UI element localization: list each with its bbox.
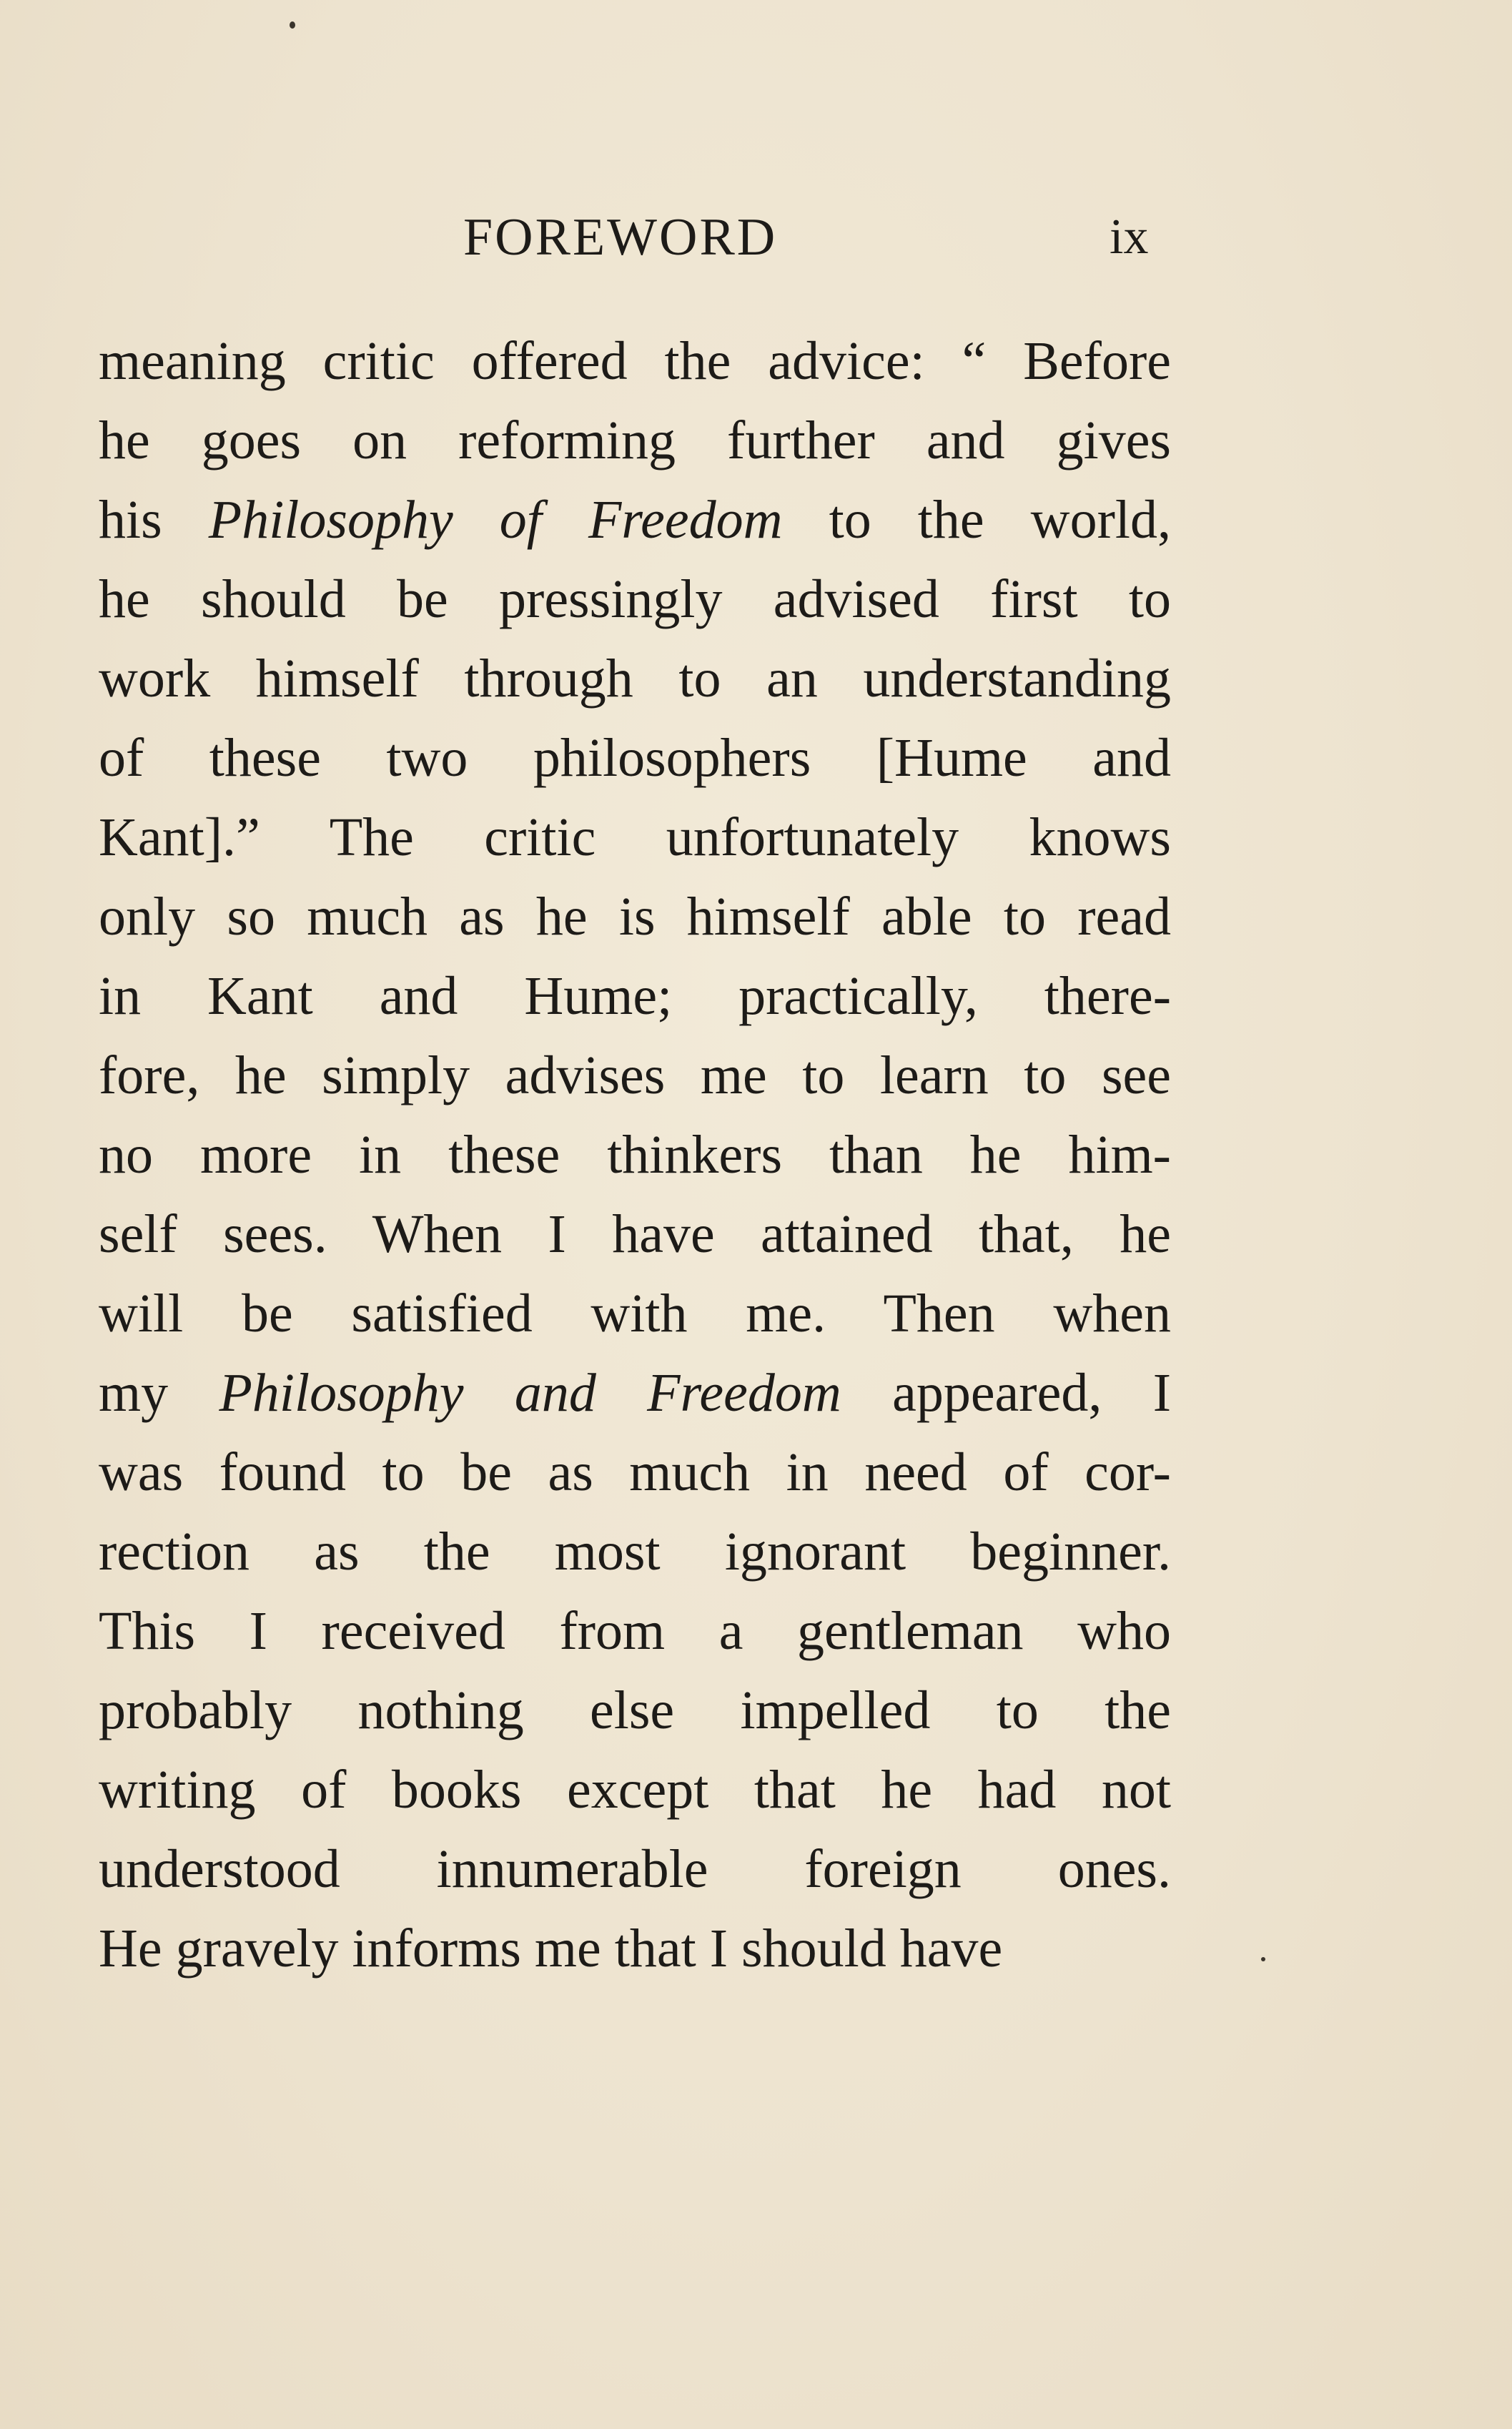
text-line: was found to be as much in need of cor-	[99, 1442, 1171, 1502]
text-line: probably nothing else impelled to the	[99, 1680, 1171, 1740]
text-line: understood innumerable foreign ones.	[99, 1839, 1171, 1899]
paper-speck	[1261, 1957, 1265, 1961]
text-line: my Philosophy and Freedom appeared, I	[99, 1363, 1171, 1423]
text-line: This I received from a gentleman who	[99, 1601, 1171, 1661]
text-line: Kant].” The critic unfortunately knows	[99, 807, 1171, 867]
running-title: FOREWORD	[463, 208, 778, 267]
text-line: no more in these thinkers than he him-	[99, 1125, 1171, 1185]
text-line: in Kant and Hume; practically, there-	[99, 966, 1171, 1026]
text-line: he should be pressingly advised first to	[99, 569, 1171, 629]
text-line: his Philosophy of Freedom to the world,	[99, 490, 1171, 550]
text-line: He gravely informs me that I should have	[99, 1918, 1003, 1979]
text-line: will be satisfied with me. Then when	[99, 1284, 1171, 1344]
body-text	[99, 322, 1171, 1989]
text-line: self sees. When I have attained that, he	[99, 1204, 1171, 1264]
text-line: meaning critic offered the advice: “ Before	[99, 331, 1171, 391]
page-number: ix	[1110, 210, 1149, 265]
book-title-italic: Philosophy and Freedom	[219, 1363, 841, 1423]
text-line: work himself through to an understanding	[99, 649, 1171, 709]
text-line: of these two philosophers [Hume and	[99, 728, 1171, 788]
running-head	[0, 202, 1512, 273]
text-line: rection as the most ignorant beginner.	[99, 1522, 1171, 1582]
paper-speck	[290, 21, 295, 29]
text-line: he goes on reforming further and gives	[99, 410, 1171, 470]
text-line: fore, he simply advises me to learn to see	[99, 1045, 1171, 1105]
text-line: only so much as he is himself able to read	[99, 887, 1171, 947]
book-title-italic: Philosophy of Freedom	[208, 490, 783, 550]
text-line: writing of books except that he had not	[99, 1760, 1171, 1820]
